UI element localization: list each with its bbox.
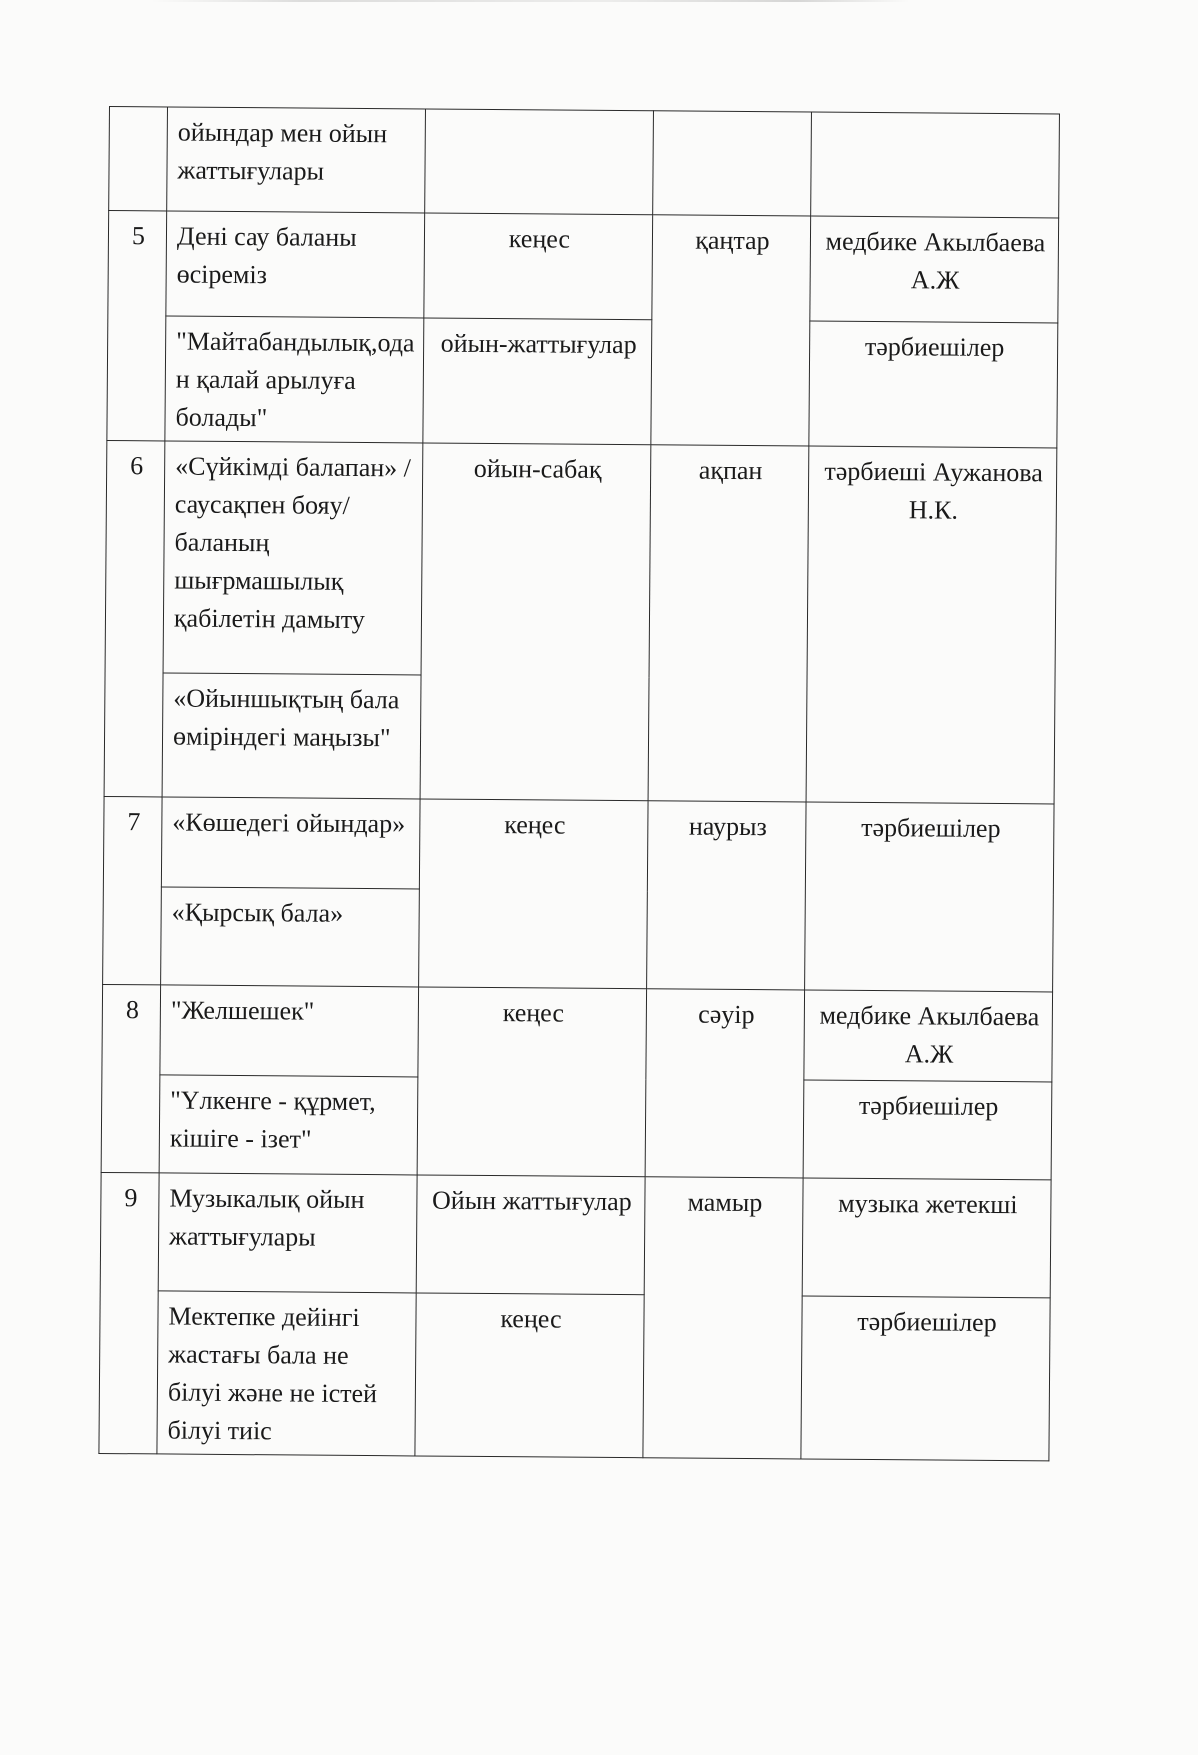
topic-cell: "Үлкенге - құрмет, кішіге - ізет"	[159, 1075, 418, 1175]
responsible-cell: тәрбиешілер	[809, 321, 1058, 448]
row-number: 6	[104, 440, 165, 796]
form-cell: ойын-сабақ	[420, 443, 651, 801]
topic-cell: «Сүйкімді балапан» /саусақпен бояу/ баланың шығрмашылық қабілетін дамыту	[163, 441, 423, 675]
month-cell: қаңтар	[651, 215, 811, 446]
responsible-cell: тәрбиеші Аужанова Н.К.	[806, 446, 1057, 804]
responsible-cell: медбике Акылбаева А.Ж	[804, 990, 1053, 1082]
form-cell: кеңес	[424, 213, 653, 320]
table-row	[102, 984, 1053, 1081]
responsible-cell: медбике Акылбаева А.Ж	[810, 216, 1059, 323]
topic-cell: «Көшедегі ойындар»	[161, 797, 420, 889]
table-row	[108, 211, 1059, 323]
month-cell: сәуір	[645, 989, 804, 1178]
topic-cell: Мектепке дейінгі жастағы бала не білуі және не істей білуі тиіс	[157, 1291, 416, 1456]
topic-cell: «Қырсық бала»	[161, 887, 420, 987]
table-row	[100, 1172, 1051, 1297]
table-row	[105, 440, 1057, 679]
form-cell: Ойын жаттығулар	[416, 1175, 645, 1295]
responsible-cell	[811, 112, 1060, 218]
plan-table	[98, 106, 1060, 1461]
row-number: 8	[101, 984, 160, 1172]
topic-cell: "Желшешек"	[160, 985, 419, 1077]
topic-cell: Дені сау баланы өсіреміз	[166, 211, 425, 318]
responsible-cell: тәрбиешілер	[803, 1080, 1052, 1180]
form-cell: кеңес	[419, 799, 648, 989]
responsible-cell: тәрбиешілер	[801, 1296, 1050, 1461]
row-number: 9	[99, 1172, 159, 1453]
row-number: 7	[103, 796, 162, 984]
topic-cell: Музыкалық ойын жаттығулары	[158, 1173, 417, 1293]
scan-artifact-line	[150, 0, 910, 2]
form-cell	[425, 109, 654, 215]
month-cell: наурыз	[647, 801, 806, 990]
topic-cell: «Ойыншықтың бала өміріндегі маңызы"	[162, 673, 421, 799]
table-row	[109, 107, 1060, 218]
responsible-cell: музыка жетекші	[802, 1178, 1051, 1298]
table-row	[99, 1290, 1050, 1460]
month-cell: ақпан	[648, 445, 809, 802]
table-row	[103, 796, 1054, 893]
month-cell	[653, 111, 812, 216]
topic-cell: "Майтабандылық,одан қалай арылуға болады"	[165, 316, 424, 443]
responsible-cell: тәрбиешілер	[805, 802, 1054, 992]
document-page	[98, 106, 1059, 1461]
topic-cell: ойындар мен ойын жаттығулары	[167, 107, 426, 213]
num-cell	[109, 107, 168, 211]
form-cell: кеңес	[417, 987, 646, 1177]
form-cell: кеңес	[415, 1293, 644, 1458]
form-cell: ойын-жаттығулар	[423, 318, 652, 445]
table-row	[107, 315, 1058, 447]
row-number: 5	[107, 211, 167, 441]
month-cell: мамыр	[643, 1177, 803, 1459]
